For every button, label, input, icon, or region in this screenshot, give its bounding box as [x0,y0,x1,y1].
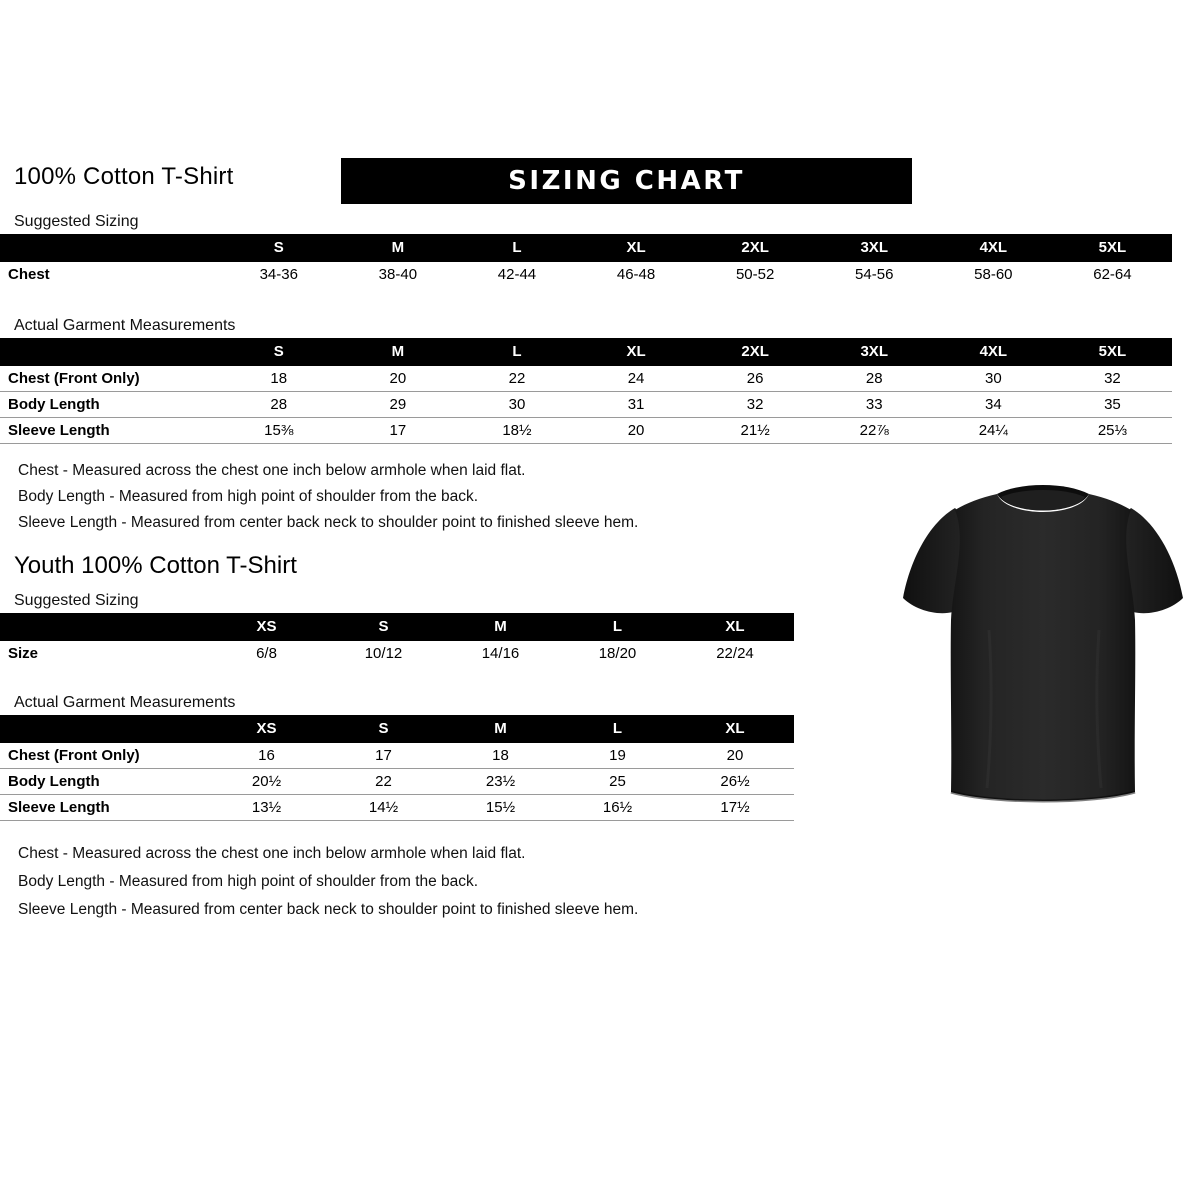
row-label: Body Length [0,392,219,418]
col-header: 4XL [934,338,1053,366]
cell: 16 [208,743,325,769]
cell: 26 [696,366,815,392]
cell: 32 [1053,366,1172,392]
col-header: 2XL [696,338,815,366]
sizing-chart-banner-label: SIZING CHART [508,166,745,196]
col-header: XL [577,234,696,262]
cell: 14½ [325,795,442,821]
col-header: 5XL [1053,234,1172,262]
col-header: S [219,338,338,366]
adult-suggested-sizing-label: Suggested Sizing [14,213,139,230]
cell: 20 [676,743,794,769]
col-header: L [457,338,576,366]
row-label: Size [8,645,39,662]
cell: 35 [1053,392,1172,418]
col-header: 4XL [934,234,1053,262]
row-label: Sleeve Length [0,795,208,821]
col-header: M [338,234,457,262]
table-row [0,795,794,821]
youth-suggested-sizing-table [0,613,794,666]
col-header: M [442,613,559,641]
col-header: L [559,715,676,743]
cell: 10/12 [364,645,403,662]
adult-actual-measurements-table [0,338,1172,444]
cell: 23½ [442,769,559,795]
table-row [0,392,1172,418]
cell: 15½ [442,795,559,821]
cell: 17 [325,743,442,769]
col-header: 3XL [815,338,934,366]
cell: 54-56 [855,266,894,283]
table-header-row [0,715,794,743]
youth-actual-measurements-label: Actual Garment Measurements [14,694,236,711]
col-header: S [219,234,338,262]
table-row [0,641,794,666]
adult-note-chest: Chest - Measured across the chest one inch below armhole when laid flat. [18,462,526,479]
cell: 17 [338,418,457,444]
row-label: Body Length [0,769,208,795]
cell: 30 [934,366,1053,392]
cell: 29 [338,392,457,418]
adult-note-body-length: Body Length - Measured from high point of shoulder from the back. [18,488,479,505]
cell: 28 [815,366,934,392]
table-header-row [0,338,1172,366]
youth-note-sleeve-length: Sleeve Length - Measured from center back neck to shoulder point to finished sleeve hem. [18,901,639,918]
row-label: Sleeve Length [0,418,219,444]
cell: 31 [577,392,696,418]
adult-title-row [14,163,1186,203]
cell: 24¼ [934,418,1053,444]
cell: 26½ [676,769,794,795]
row-label: Chest [8,266,50,283]
tshirt-product-image [893,470,1193,815]
adult-actual-measurements-label: Actual Garment Measurements [14,317,236,334]
row-label: Chest (Front Only) [0,743,208,769]
col-header: L [559,613,676,641]
col-header: XL [676,715,794,743]
cell: 30 [457,392,576,418]
cell: 6/8 [256,645,277,662]
col-header: S [325,715,442,743]
cell: 20 [338,366,457,392]
cell: 18 [442,743,559,769]
cell: 50-52 [735,266,775,283]
col-header: M [338,338,457,366]
adult-suggested-sizing-table [0,234,1172,287]
col-header: S [325,613,442,641]
cell: 34-36 [259,266,298,283]
cell: 38-40 [378,266,418,283]
cell: 58-60 [974,266,1013,283]
cell: 25 [559,769,676,795]
cell: 21½ [696,418,815,444]
col-header: 2XL [696,234,815,262]
col-header: 3XL [815,234,934,262]
youth-actual-measurements-table [0,715,794,821]
cell: 22 [457,366,576,392]
cell: 33 [815,392,934,418]
cell: 19 [559,743,676,769]
col-header: 5XL [1053,338,1172,366]
cell: 34 [934,392,1053,418]
sizing-chart-banner [341,158,912,204]
table-row [0,366,1172,392]
page-title: 100% Cotton T-Shirt [14,163,234,190]
cell: 16½ [559,795,676,821]
cell: 14/16 [481,645,520,662]
col-header: L [457,234,576,262]
cell: 24 [577,366,696,392]
col-header [0,715,208,743]
cell: 22/24 [716,645,754,662]
table-header-row [0,613,794,641]
youth-note-chest: Chest - Measured across the chest one inch below armhole when laid flat. [18,845,526,862]
col-header [0,234,219,262]
col-header: XS [208,715,325,743]
col-header: XL [676,613,794,641]
cell: 32 [696,392,815,418]
col-header: M [442,715,559,743]
cell: 25⅓ [1053,418,1172,444]
row-label: Chest (Front Only) [0,366,219,392]
table-row [0,769,794,795]
cell: 22 [325,769,442,795]
cell: 13½ [208,795,325,821]
table-row [0,418,1172,444]
col-header: XL [577,338,696,366]
cell: 20 [577,418,696,444]
cell: 28 [219,392,338,418]
cell: 20½ [208,769,325,795]
cell: 22⅞ [815,418,934,444]
table-header-row [0,234,1172,262]
table-row [0,743,794,769]
cell: 18/20 [598,645,637,662]
col-header: XS [208,613,325,641]
col-header [0,338,219,366]
cell: 18 [219,366,338,392]
adult-note-sleeve-length: Sleeve Length - Measured from center back neck to shoulder point to finished sleeve hem. [18,514,639,531]
cell: 17½ [676,795,794,821]
youth-section-title: Youth 100% Cotton T-Shirt [14,552,297,579]
youth-suggested-sizing-label: Suggested Sizing [14,592,139,609]
cell: 18½ [457,418,576,444]
youth-note-body-length: Body Length - Measured from high point of shoulder from the back. [18,873,479,890]
col-header [0,613,208,641]
table-row [0,262,1172,287]
cell: 42-44 [497,266,537,283]
cell: 46-48 [616,266,656,283]
cell: 15⅜ [219,418,338,444]
cell: 62-64 [1093,266,1132,283]
